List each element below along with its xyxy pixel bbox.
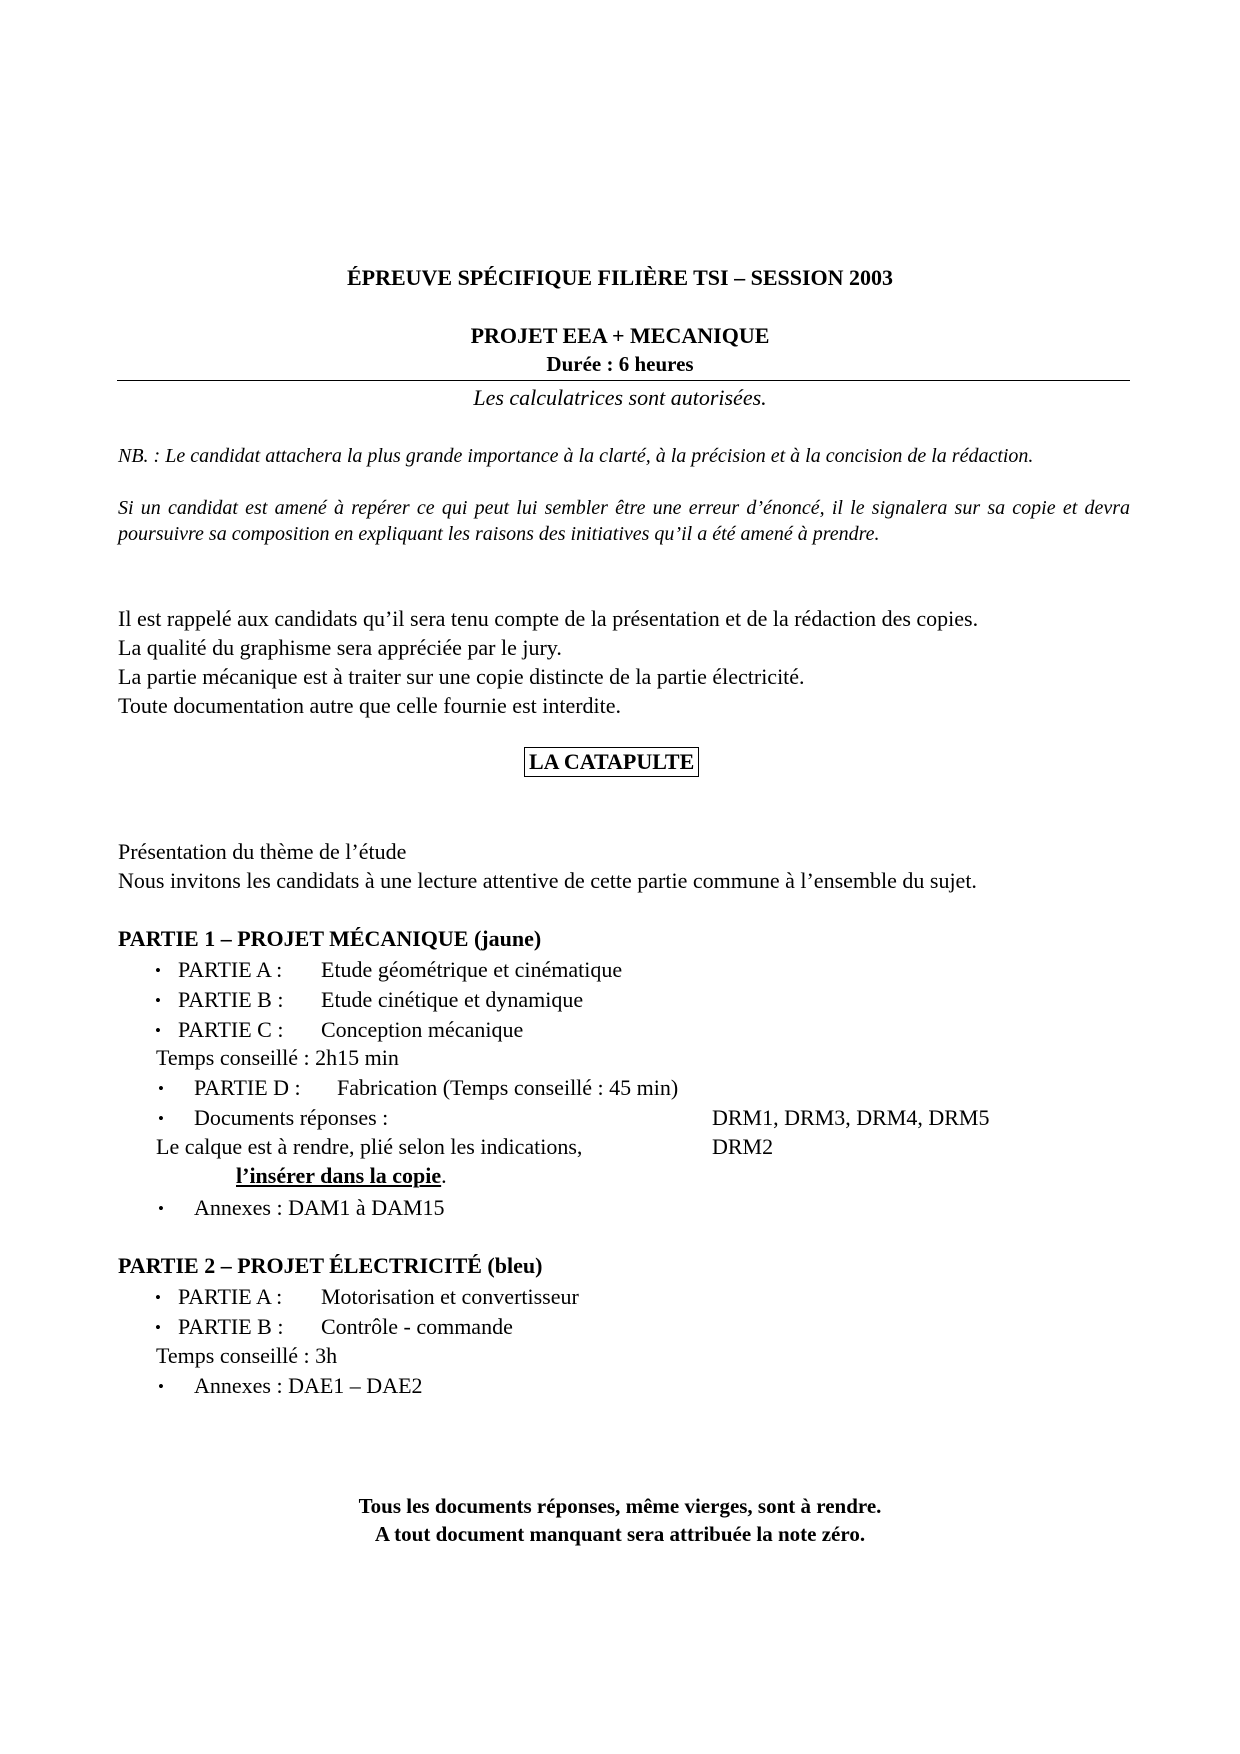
exam-subtitle: PROJET EEA + MECANIQUE <box>470 323 770 348</box>
insert-period: . <box>441 1163 447 1188</box>
part1-time: Temps conseillé : 2h15 min <box>156 1045 399 1070</box>
bullet-icon: • <box>158 1199 164 1218</box>
exam-duration: Durée : 6 heures <box>546 352 694 376</box>
item-label: PARTIE C : <box>178 1017 284 1042</box>
part1-heading: PARTIE 1 – PROJET MÉCANIQUE (jaune) <box>118 926 542 951</box>
rule-line: Toute documentation autre que celle fournie est interdite. <box>118 693 622 718</box>
bullet-icon: • <box>158 1079 164 1098</box>
nb-paragraph-2: Si un candidat est amené à repérer ce qui peut lui sembler être une erreur d’énoncé, il le signalera sur sa copie et devra poursuivre sa composition en expliquant les raisons des initiatives qu’il a été amené à prendre. <box>118 497 1130 545</box>
item-text: Motorisation et convertisseur <box>321 1284 579 1309</box>
rule-line: La qualité du graphisme sera appréciée par le jury. <box>118 635 562 660</box>
calque-value: DRM2 <box>712 1134 774 1159</box>
item-text: Etude cinétique et dynamique <box>321 987 584 1012</box>
item-text: Annexes : DAE1 – DAE2 <box>194 1373 423 1398</box>
presentation-text: Nous invitons les candidats à une lecture attentive de cette partie commune à l’ensemble du sujet. <box>118 868 977 893</box>
bullet-icon: • <box>155 961 161 980</box>
item-label: PARTIE D : <box>194 1075 301 1100</box>
exam-title: ÉPREUVE SPÉCIFIQUE FILIÈRE TSI – SESSION 2003 <box>346 265 894 290</box>
docs-label: Documents réponses : <box>194 1105 389 1130</box>
rule-line: Il est rappelé aux candidats qu’il sera tenu compte de la présentation et de la rédaction des copies. <box>118 606 979 631</box>
header-divider <box>117 380 1130 381</box>
bullet-icon: • <box>155 1288 161 1307</box>
item-text: Etude géométrique et cinématique <box>321 957 623 982</box>
bullet-icon: • <box>155 1021 161 1040</box>
item-text: Conception mécanique <box>321 1017 524 1042</box>
item-label: PARTIE A : <box>178 1284 283 1309</box>
insert-instruction: l’insérer dans la copie <box>236 1163 442 1188</box>
footer-line-2: A tout document manquant sera attribuée la note zéro. <box>374 1522 866 1546</box>
bullet-icon: • <box>158 1377 164 1396</box>
part2-heading: PARTIE 2 – PROJET ÉLECTRICITÉ (bleu) <box>118 1253 543 1278</box>
item-label: PARTIE B : <box>178 1314 284 1339</box>
bullet-icon: • <box>158 1109 164 1128</box>
footer-line-1: Tous les documents réponses, même vierges, sont à rendre. <box>358 1494 882 1518</box>
insert-line <box>236 1162 447 1190</box>
docs-value: DRM1, DRM3, DRM4, DRM5 <box>712 1105 990 1130</box>
item-text: Fabrication (Temps conseillé : 45 min) <box>337 1075 679 1100</box>
bullet-icon: • <box>155 991 161 1010</box>
rule-line: La partie mécanique est à traiter sur une copie distincte de la partie électricité. <box>118 664 805 689</box>
bullet-icon: • <box>155 1318 161 1337</box>
calculator-notice: Les calculatrices sont autorisées. <box>473 385 767 410</box>
calque-text: Le calque est à rendre, plié selon les indications, <box>156 1134 583 1159</box>
item-text: Annexes : DAM1 à DAM15 <box>194 1195 445 1220</box>
item-label: PARTIE B : <box>178 987 284 1012</box>
item-label: PARTIE A : <box>178 957 283 982</box>
part2-time: Temps conseillé : 3h <box>156 1343 338 1368</box>
item-text: Contrôle - commande <box>321 1314 513 1339</box>
presentation-title: Présentation du thème de l’étude <box>118 839 407 864</box>
theme-title-box: LA CATAPULTE <box>524 747 699 777</box>
nb-paragraph-1: NB. : Le candidat attachera la plus grande importance à la clarté, à la précision et à la concision de la rédaction. <box>118 445 1034 467</box>
